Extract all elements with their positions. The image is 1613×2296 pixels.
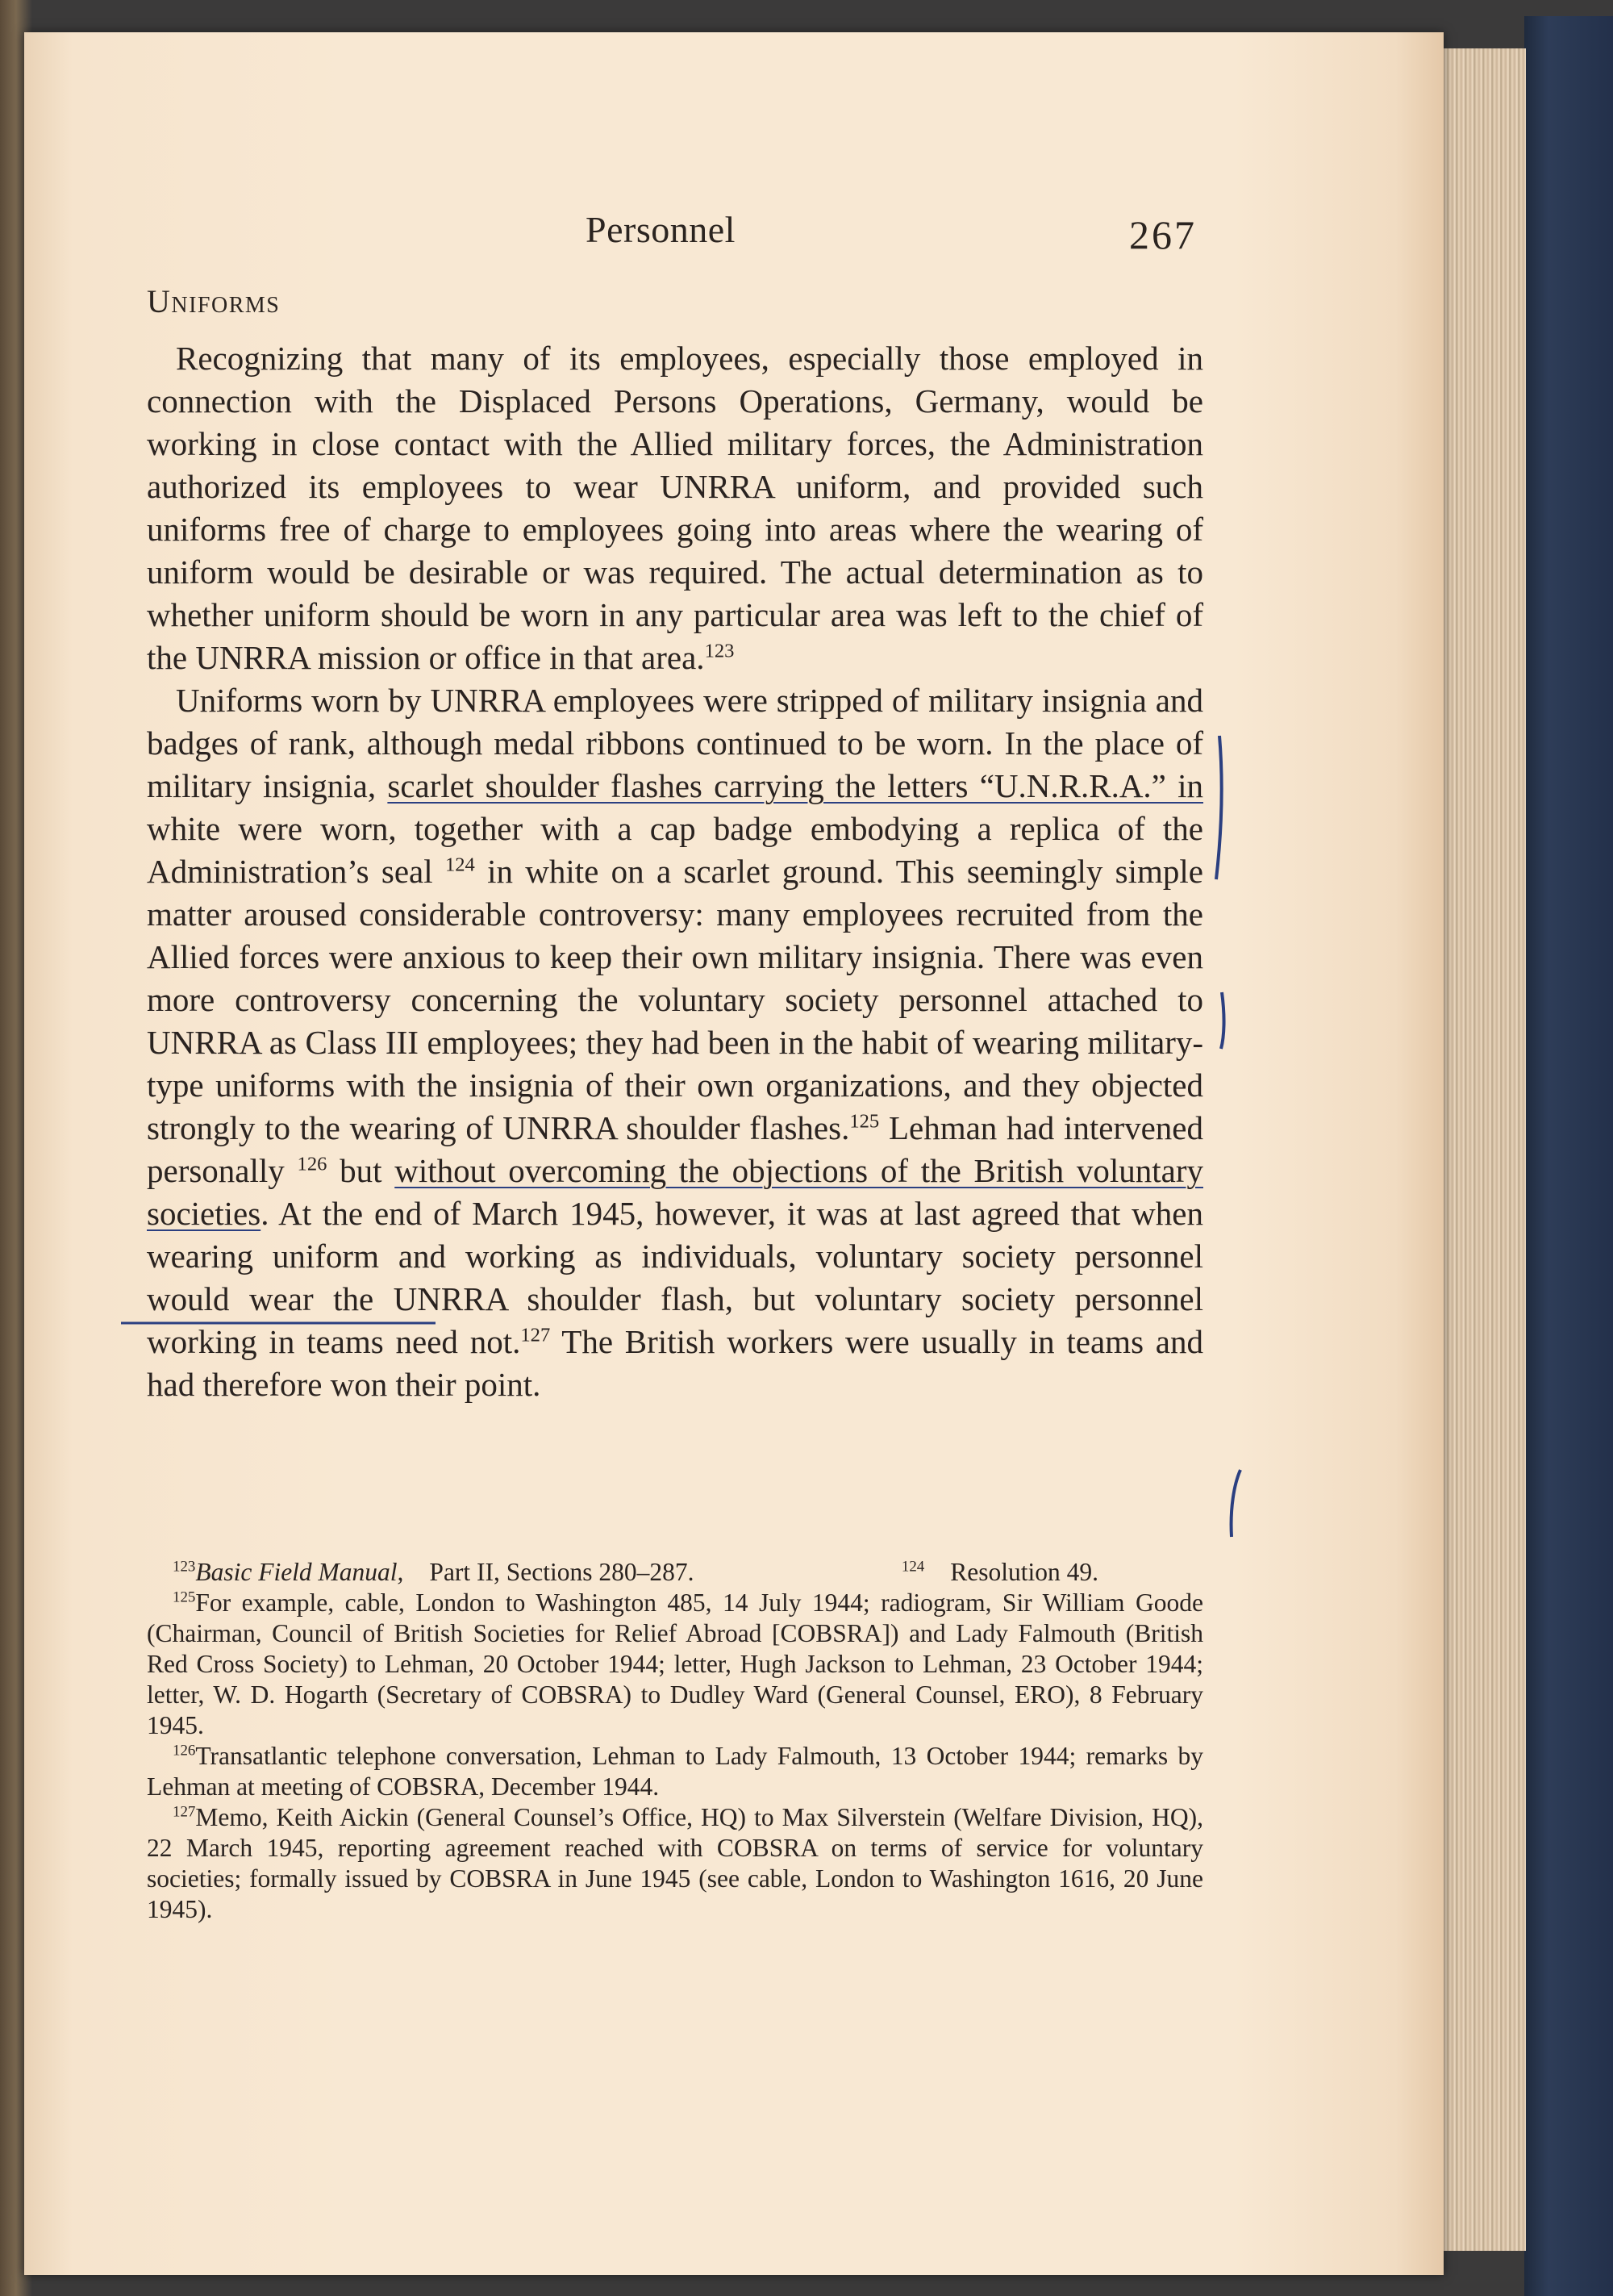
paragraph-1: Recognizing that many of its employees, especially those employed in connection with the Displaced Persons Operations, Germany, would be working in close contact with the Allied military forces, the Administration authorized its employees to wear UNRRA uniform, and provided such uniforms free of charge to employees going into areas where the wearing of uniform would be desirable or was required. The actual determination as to whether uniform should be worn in any particular area was left to the chief of the UNRRA mission or office in that area.$^{123}$ bbox=[147, 340, 1203, 676]
footnote-ref: 124 bbox=[444, 854, 475, 876]
page-edges bbox=[1440, 48, 1526, 2251]
paragraph-2: Uniforms worn by UNRRA employees were stripped of military insignia and badges of rank, although medal ribbons continued to be worn. In the place of military insignia, scarlet shoulder flashes carrying the letters “U.N.R.R.A.” in white were worn, together with a cap badge embodying a replica of the Administration’s seal $^{124}$ in white on a scarlet ground. This seemingly simple matter aroused considerable controversy: many employees recruited from the Allied forces were anxious to keep their own military insignia. There was even more controversy concerning the voluntary society personnel attached to UNRRA as Class III employees; they had been in the habit of wearing military-type uniforms with the insignia of their own organizations, and they objected strongly to the wearing of UNRRA shoulder flashes.$^{125}$ Lehman had intervened personally $^{126}$ but without overcoming the objections of the British voluntary societies. At the end of March 1945, however, it was at last agreed that when wearing uniform and working as individuals, voluntary society personnel would wear the UNRRA shoulder flash, but voluntary society personnel working in teams need not.$^{127}$ The British workers were usually in teams and had therefore won their point. bbox=[147, 682, 1204, 1403]
running-head: Personnel bbox=[586, 209, 736, 250]
footnote-ref: 126 bbox=[297, 1153, 327, 1175]
footnote-125: $^{125}$For example, cable, London to Washington 485, 14 July 1944; radiogram, Sir William Goode (Chairman, Council of British Societies for Relief Abroad [COBSRA]) and Lady Falmouth (British Red Cross Society) to Lehman, 20 October 1944; letter, Hugh Jackson to Lehman, 23 October 1944; letter, W. D. Hogarth (Secretary of COBSRA) to Dudley Ward (General Counsel, ERO), 8 February 1945. bbox=[147, 1588, 1203, 1739]
footnote-row bbox=[147, 1557, 1203, 1588]
pen-underline: scarlet shoulder flashes carrying the letters “U.N.R.R.A.” in bbox=[387, 767, 1204, 804]
section-heading: Uniforms bbox=[147, 283, 281, 319]
footnote-ref: 123 bbox=[704, 640, 735, 662]
pen-underline: without overcoming the objections of the British voluntary societies bbox=[147, 1152, 1203, 1232]
footnote-126: $^{126}$Transatlantic telephone conversation, Lehman to Lady Falmouth, 13 October 1944; remarks by Lehman at meeting of COBSRA, December 1944. bbox=[147, 1742, 1203, 1801]
footnote-ref: 125 bbox=[849, 1110, 880, 1133]
footnote-127: $^{127}$Memo, Keith Aickin (General Counsel’s Office, HQ) to Max Silverstein (Welfare Division, HQ), 22 March 1945, reporting agreement reached with COBSRA on terms of service for voluntary societies; formally issued by COBSRA in June 1945 (see cable, London to Washington 1616, 20 June 1945). bbox=[147, 1803, 1203, 1923]
footnotes bbox=[147, 1557, 1203, 1925]
book-cover-edge bbox=[1524, 16, 1613, 2296]
page-number: 267 bbox=[1129, 212, 1197, 257]
footnote-123: $^{123}$Basic Field Manual,Part II, Sections 280–287. bbox=[173, 1558, 694, 1586]
body-text bbox=[147, 337, 1203, 1406]
footnote-124: $^{124}$ Resolution 49. bbox=[901, 1558, 1098, 1586]
footnote-ref: 127 bbox=[520, 1324, 551, 1346]
